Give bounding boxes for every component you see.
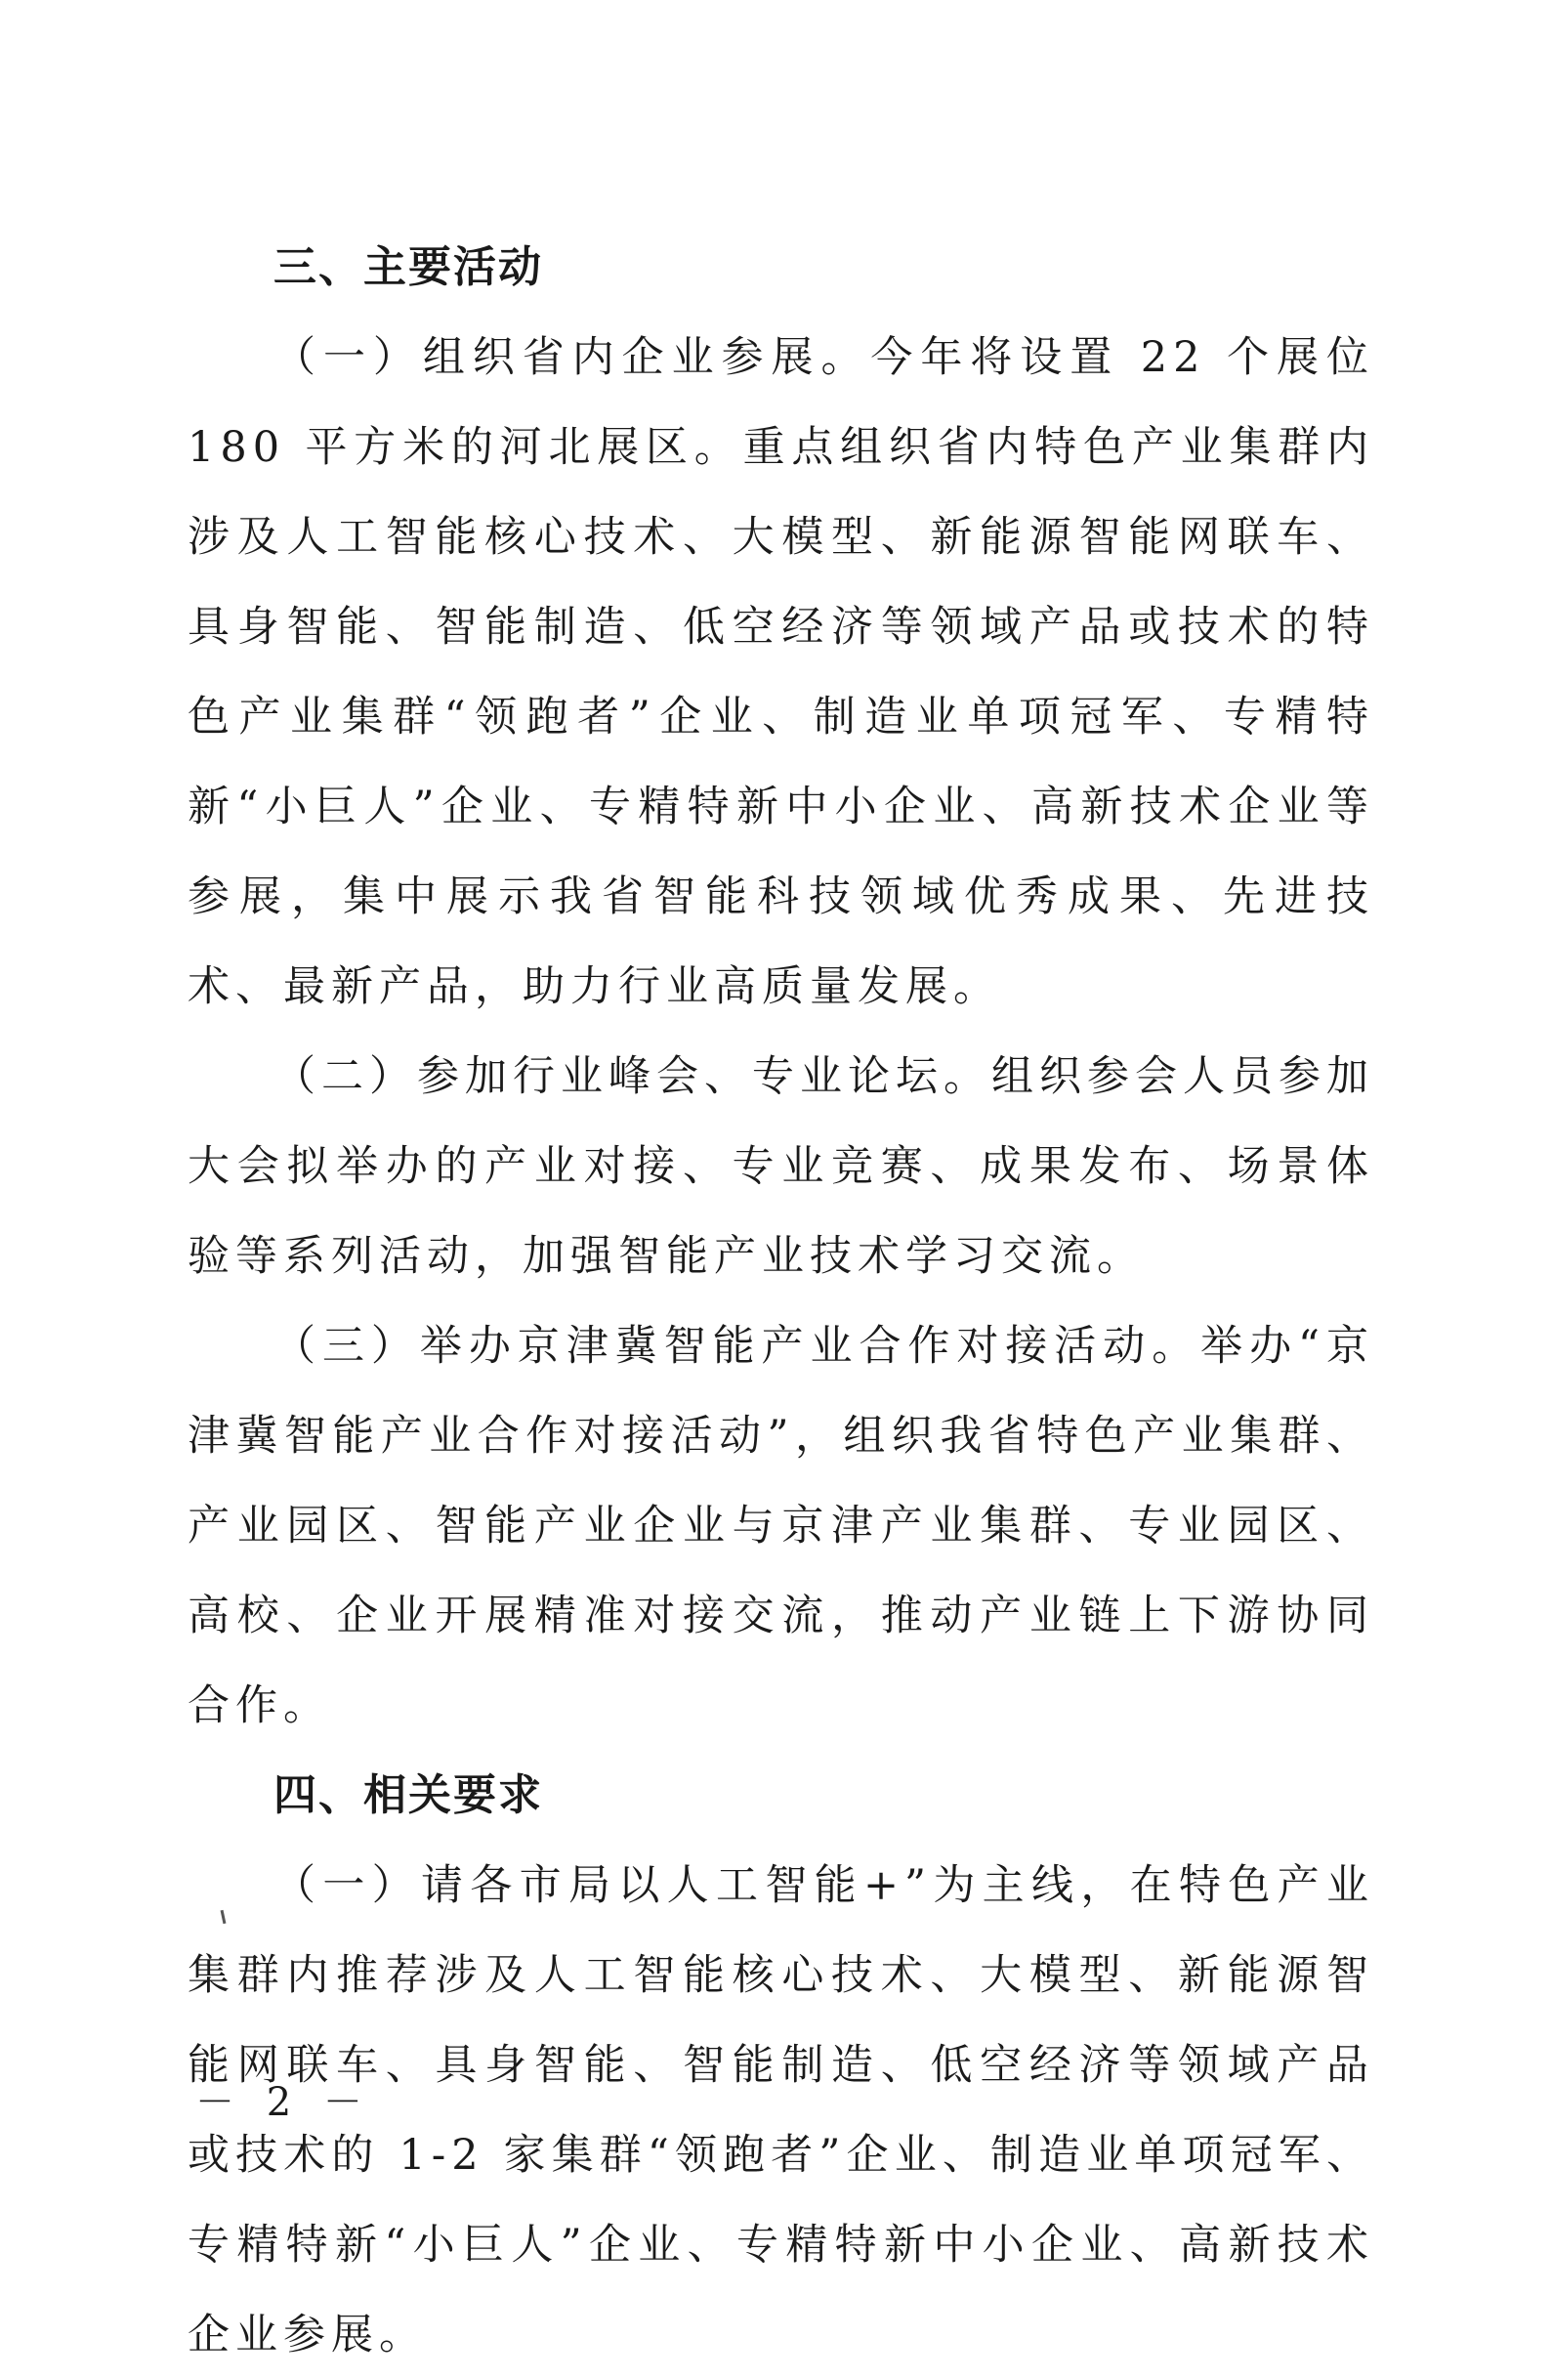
paragraph-jingjinji-cooperation: （三）举办京津冀智能产业合作对接活动。举办“京津冀智能产业合作对接活动”，组织我省特色产业集群、产业园区、智能产业企业与京津产业集群、专业园区、高校、企业开展精准对接交流，推动产业链上下游协同合作。: [188, 1322, 1374, 1730]
page-number: － 2 －: [195, 2080, 372, 2125]
paragraph-summits-forums: （二）参加行业峰会、专业论坛。组织参会人员参加大会拟举办的产业对接、专业竞赛、成果发布、场景体验等系列活动，加强智能产业技术学习交流。: [188, 1052, 1374, 1281]
paragraph-organize-exhibitors: （一）组织省内企业参展。今年将设置 22 个展位 180 平方米的河北展区。重点组织省内特色产业集群内涉及人工智能核心技术、大模型、新能源智能网联车、具身智能、智能制造、低空经济等领域产品或技术的特色产业集群“领跑者”企业、制造业单项冠军、专精特新“小巨人”企业、专精特新中小企业、高新技术企业等参展，集中展示我省智能科技领域优秀成果、先进技术、最新产品，助力行业高质量发展。: [188, 333, 1374, 1011]
section-heading-requirements: 四、相关要求: [273, 1770, 543, 1820]
section-heading-main-activities: 三、主要活动: [273, 242, 543, 292]
document-body: [188, 223, 1374, 2380]
paragraph-recommendation-requirement: （一）请各市局以人工智能+”为主线，在特色产业集群内推荐涉及人工智能核心技术、大模型、新能源智能网联车、具身智能、智能制造、低空经济等领域产品或技术的 1-2 家集群“领跑者”企业、制造业单项冠军、专精特新“小巨人”企业、专精特新中小企业、高新技术企业参展。: [188, 1861, 1374, 2359]
